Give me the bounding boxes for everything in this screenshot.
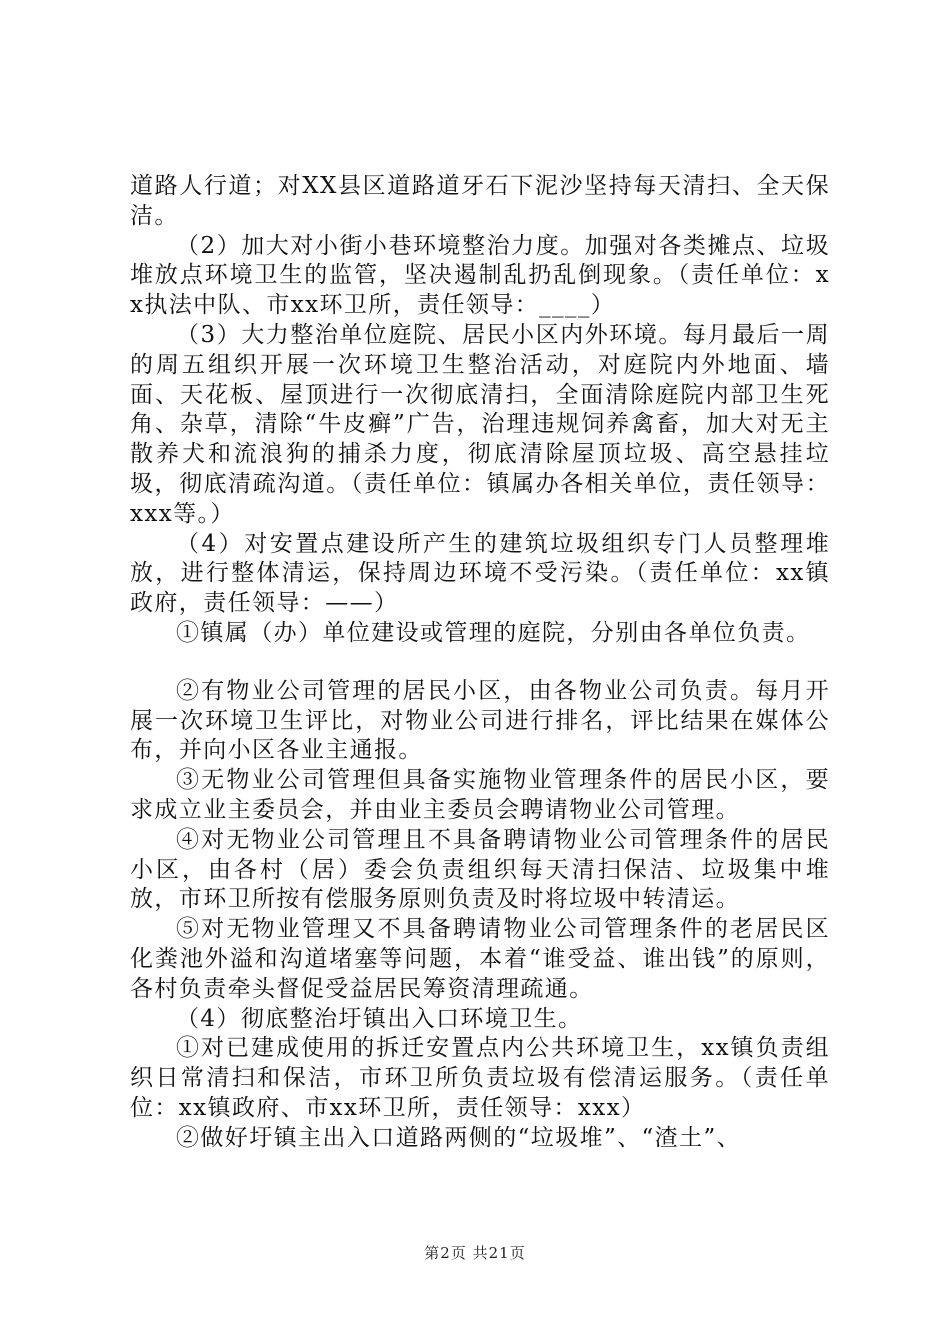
page-number: 第2页 共21页 bbox=[424, 1244, 526, 1262]
paragraph-continuation: 道路人行道；对XX县区道路道牙石下泥沙坚持每天清扫、全天保洁。 bbox=[130, 173, 830, 229]
paragraph-item-2: （2）加大对小街小巷环境整治力度。加强对各类摊点、垃圾堆放点环境卫生的监管，坚决遏制乱扔乱倒现象。（责任单位：xx执法中队、市xx环卫所，责任领导：____） bbox=[130, 232, 830, 319]
paragraph-entrance-2: ②做好圩镇主出入口道路两侧的“垃圾堆”、“渣土”、 bbox=[176, 1124, 742, 1151]
paragraph-sub-2: ②有物业公司管理的居民小区，由各物业公司负责。每月开展一次环境卫生评比，对物业公司进行排名，评比结果在媒体公布，并向小区各业主通报。 bbox=[130, 677, 830, 764]
paragraph-sub-4: ④对无物业公司管理且不具备聘请物业公司管理条件的居民小区，由各村（居）委会负责组织每天清扫保洁、垃圾集中堆放，市环卫所按有偿服务原则负责及时将垃圾中转清运。 bbox=[130, 826, 830, 913]
paragraph-entrance-1: ①对已建成使用的拆迁安置点内公共环境卫生，xx镇负责组织日常清扫和保洁，市环卫所负责垃圾有偿清运服务。（责任单位：xx镇政府、市xx环卫所，责任领导：xxx） bbox=[130, 1035, 830, 1121]
paragraph-sub-1: ①镇属（办）单位建设或管理的庭院，分别由各单位负责。 bbox=[176, 619, 811, 646]
paragraph-item-3: （3）大力整治单位庭院、居民小区内外环境。每月最后一周的周五组织开展一次环境卫生整治活动，对庭院内外地面、墙面、天花板、屋顶进行一次彻底清扫，全面清除庭院内部卫生死角、杂草，清除“牛皮癣”广告，治理违规饲养禽畜，加大对无主散养犬和流浪狗的捕杀力度，彻底清除屋顶垃圾、高空悬挂垃圾，彻底清疏沟道。（责任单位：镇属办各相关单位，责任领导：xxx等。） bbox=[130, 321, 830, 527]
paragraph-sub-5: ⑤对无物业管理又不具备聘请物业公司管理条件的老居民区化粪池外溢和沟道堵塞等问题，本着“谁受益、谁出钱”的原则，各村负责牵头督促受益居民筹资清理疏通。 bbox=[130, 916, 830, 1002]
document-body bbox=[130, 172, 830, 1154]
paragraph-sub-3: ③无物业公司管理但具备实施物业管理条件的居民小区，要求成立业主委员会，并由业主委员会聘请物业公司管理。 bbox=[130, 767, 830, 823]
paragraph-heading-4: （4）彻底整治圩镇出入口环境卫生。 bbox=[176, 1005, 583, 1032]
paragraph-item-4: （4）对安置点建设所产生的建筑垃圾组织专门人员整理堆放，进行整体清运，保持周边环境不受污染。（责任单位：xx镇政府，责任领导：——） bbox=[130, 530, 830, 617]
